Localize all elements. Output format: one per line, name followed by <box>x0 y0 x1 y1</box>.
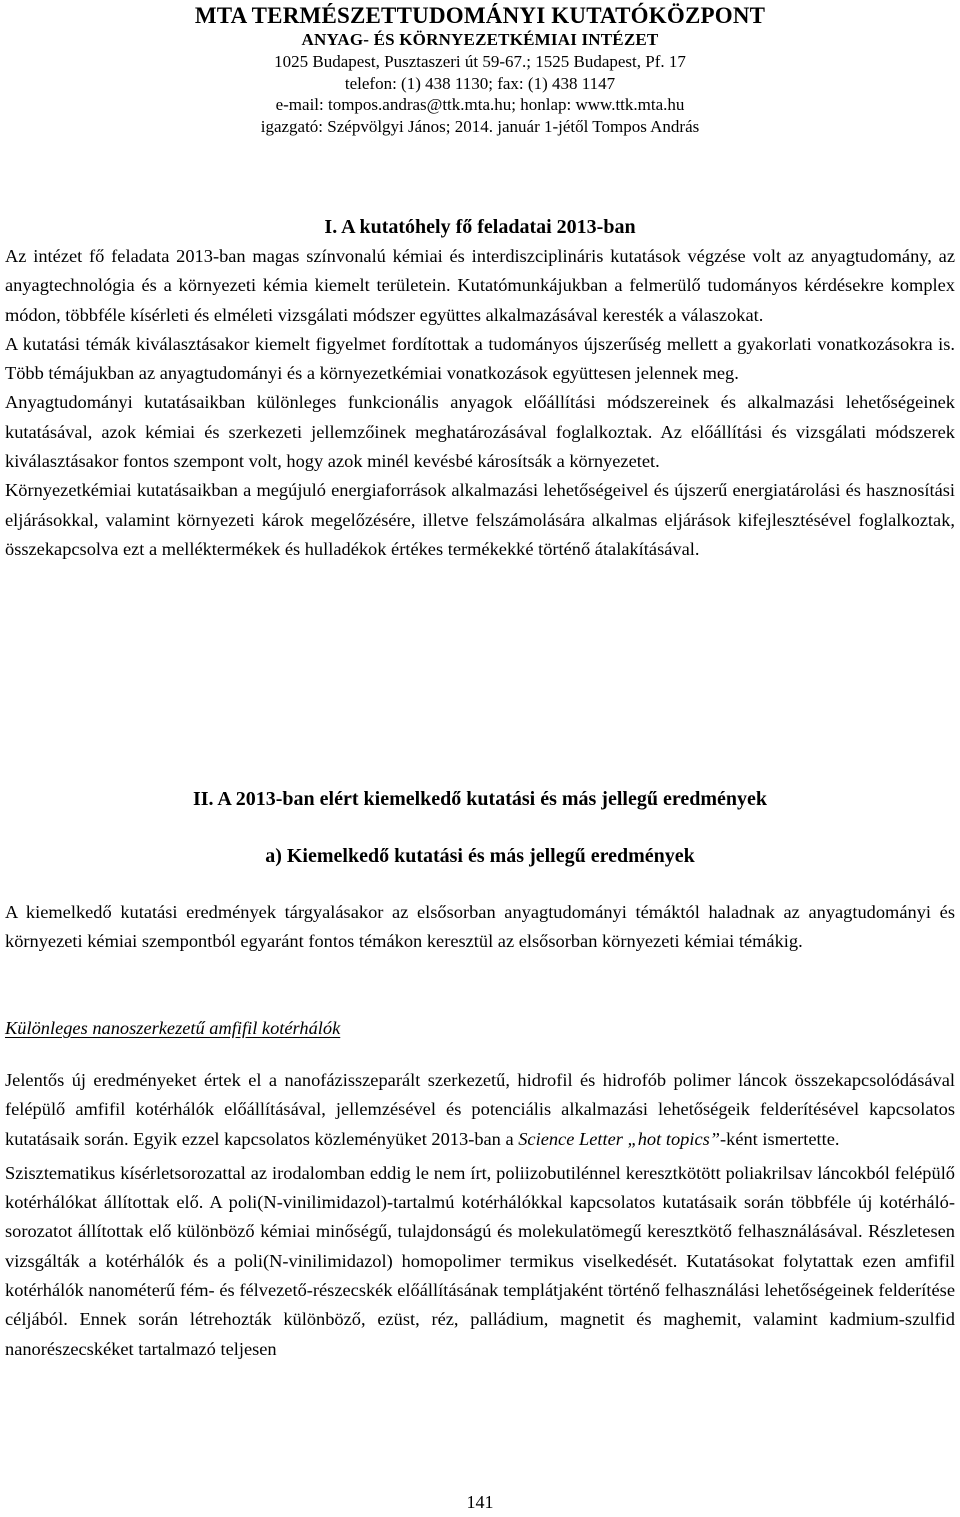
paragraph <box>5 1066 955 1154</box>
text-run: Jelentős új eredményeket értek el a nanofázisszeparált szerkezetű, hidrofil és hidrofób polimer láncok összekapcsolódásával felépülő amfifil kotérhálók előállításával, jellemzésével és potenciális alkalmazási lehetőségeik felderítésével kapcsolatos kutatásaik során. Egyik ezzel kapcsolatos közleményüket 2013-ban a <box>5 1070 955 1149</box>
paragraph: Környezetkémiai kutatásaikban a megújuló energiaforrások alkalmazási lehetőségeivel és újszerű energiatárolási és hasznosítási eljárásokkal, valamint környezeti károk megelőzésére, illetve felszámolására alkalmas eljárások kifejlesztésével foglalkoztak, összekapcsolva ezt a melléktermékek és hulladékok értékes termékekké történő átalakításával. <box>5 480 955 559</box>
paragraph: A kiemelkedő kutatási eredmények tárgyalásakor az elsősorban anyagtudományi témáktól haladnak az anyagtudományi és környezeti kémiai szempontból egyaránt fontos témákon keresztül az elsősorban környezeti kémiai témákig. <box>5 902 955 952</box>
institute-name: MTA TERMÉSZETTUDOMÁNYI KUTATÓKÖZPONT <box>194 3 766 28</box>
section-2-intro <box>5 898 955 957</box>
email-line: e-mail: tompos.andras@ttk.mta.hu; honlap: www.ttk.mta.hu <box>275 95 685 114</box>
letterhead <box>0 2 960 137</box>
section-2-subtitle: a) Kiemelkedő kutatási és más jellegű eredmények <box>265 845 695 867</box>
paragraph: Anyagtudományi kutatásaikban különleges funkcionális anyagok előállítási módszereinek és alkalmazási lehetőségeinek kutatásával, azok kémiai és szerkezeti jellemzőinek meghatározásával foglalkoztak. Az előállítási és vizsgálati módszerek kiválasztásakor fontos szempont volt, hogy azok minél kevésbé károsítsák a környezetet. <box>5 392 955 472</box>
section-2-title: II. A 2013-ban elért kiemelkedő kutatási és más jellegű eredmények <box>192 788 768 810</box>
page-number: 141 <box>466 1492 494 1512</box>
paragraph: A kutatási témák kiválasztásakor kiemelt figyelmet fordítottak a tudományos újszerűség mellett a gyakorlati vonatkozásokra is. Több témájukban az anyagtudományi és a környezetkémiai vonatkozások együttesen jelennek meg. <box>5 333 955 384</box>
section-1-title: I. A kutatóhely fő feladatai 2013-ban <box>324 216 636 238</box>
text-run: -ként ismertette. <box>720 1128 840 1149</box>
topic-body <box>5 1066 955 1364</box>
paragraph: Szisztematikus kísérletsorozattal az irodalomban eddig le nem írt, poliizobutilénnel keresztkötött poliakrilsav láncokból felépülő kotérhálókat állítottak elő. A poli(N-vinilimidazol)-tartalmú kotérhálókkal kapcsolatos kutatásaik során többféle új kotérháló-sorozatot állítottak elő különböző kémiai minőségű, tulajdonságú és molekulatömegű keresztkötő felhasználásával. Részletesen vizsgálták a kotérhálók és a poli(N-vinilimidazol) homopolimer termikus viselkedését. Kutatásokat folytattak ezen amfifil kotérhálók nanométerű fém- és félvezető-részecskék előállításának templátjaként történő felhasználási lehetőségeinek felderítése céljából. Ennek során létrehozták különböző, ezüst, réz, palládium, magnetit és maghemit, valamint kadmium-szulfid nanorészecskéket tartalmazó teljesen <box>5 1162 955 1359</box>
phone-line: telefon: (1) 438 1130; fax: (1) 438 1147 <box>344 73 616 93</box>
topic-title: Különleges nanoszerkezetű amfifil kotérhálók <box>5 1018 341 1038</box>
section-1-body <box>5 242 955 564</box>
director-line: igazgató: Szépvölgyi János; 2014. január 1-jétől Tompos András <box>260 116 700 136</box>
address-line: 1025 Budapest, Pusztaszeri út 59-67.; 1525 Budapest, Pf. 17 <box>274 52 686 71</box>
journal-name: Science Letter „hot topics” <box>518 1128 720 1149</box>
subinstitute-name: ANYAG- ÉS KÖRNYEZETKÉMIAI INTÉZET <box>301 30 659 49</box>
paragraph: Az intézet fő feladata 2013-ban magas színvonalú kémiai és interdiszciplináris kutatások végzése volt az anyagtudomány, az anyagtechnológia és a környezeti kémia kiemelt területein. Kutatómunkájukban a felmerülő tudományos kérdésekre komplex módon, többféle kísérleti és elméleti vizsgálati módszer együttes alkalmazásával keresték a válaszokat. <box>5 246 955 325</box>
